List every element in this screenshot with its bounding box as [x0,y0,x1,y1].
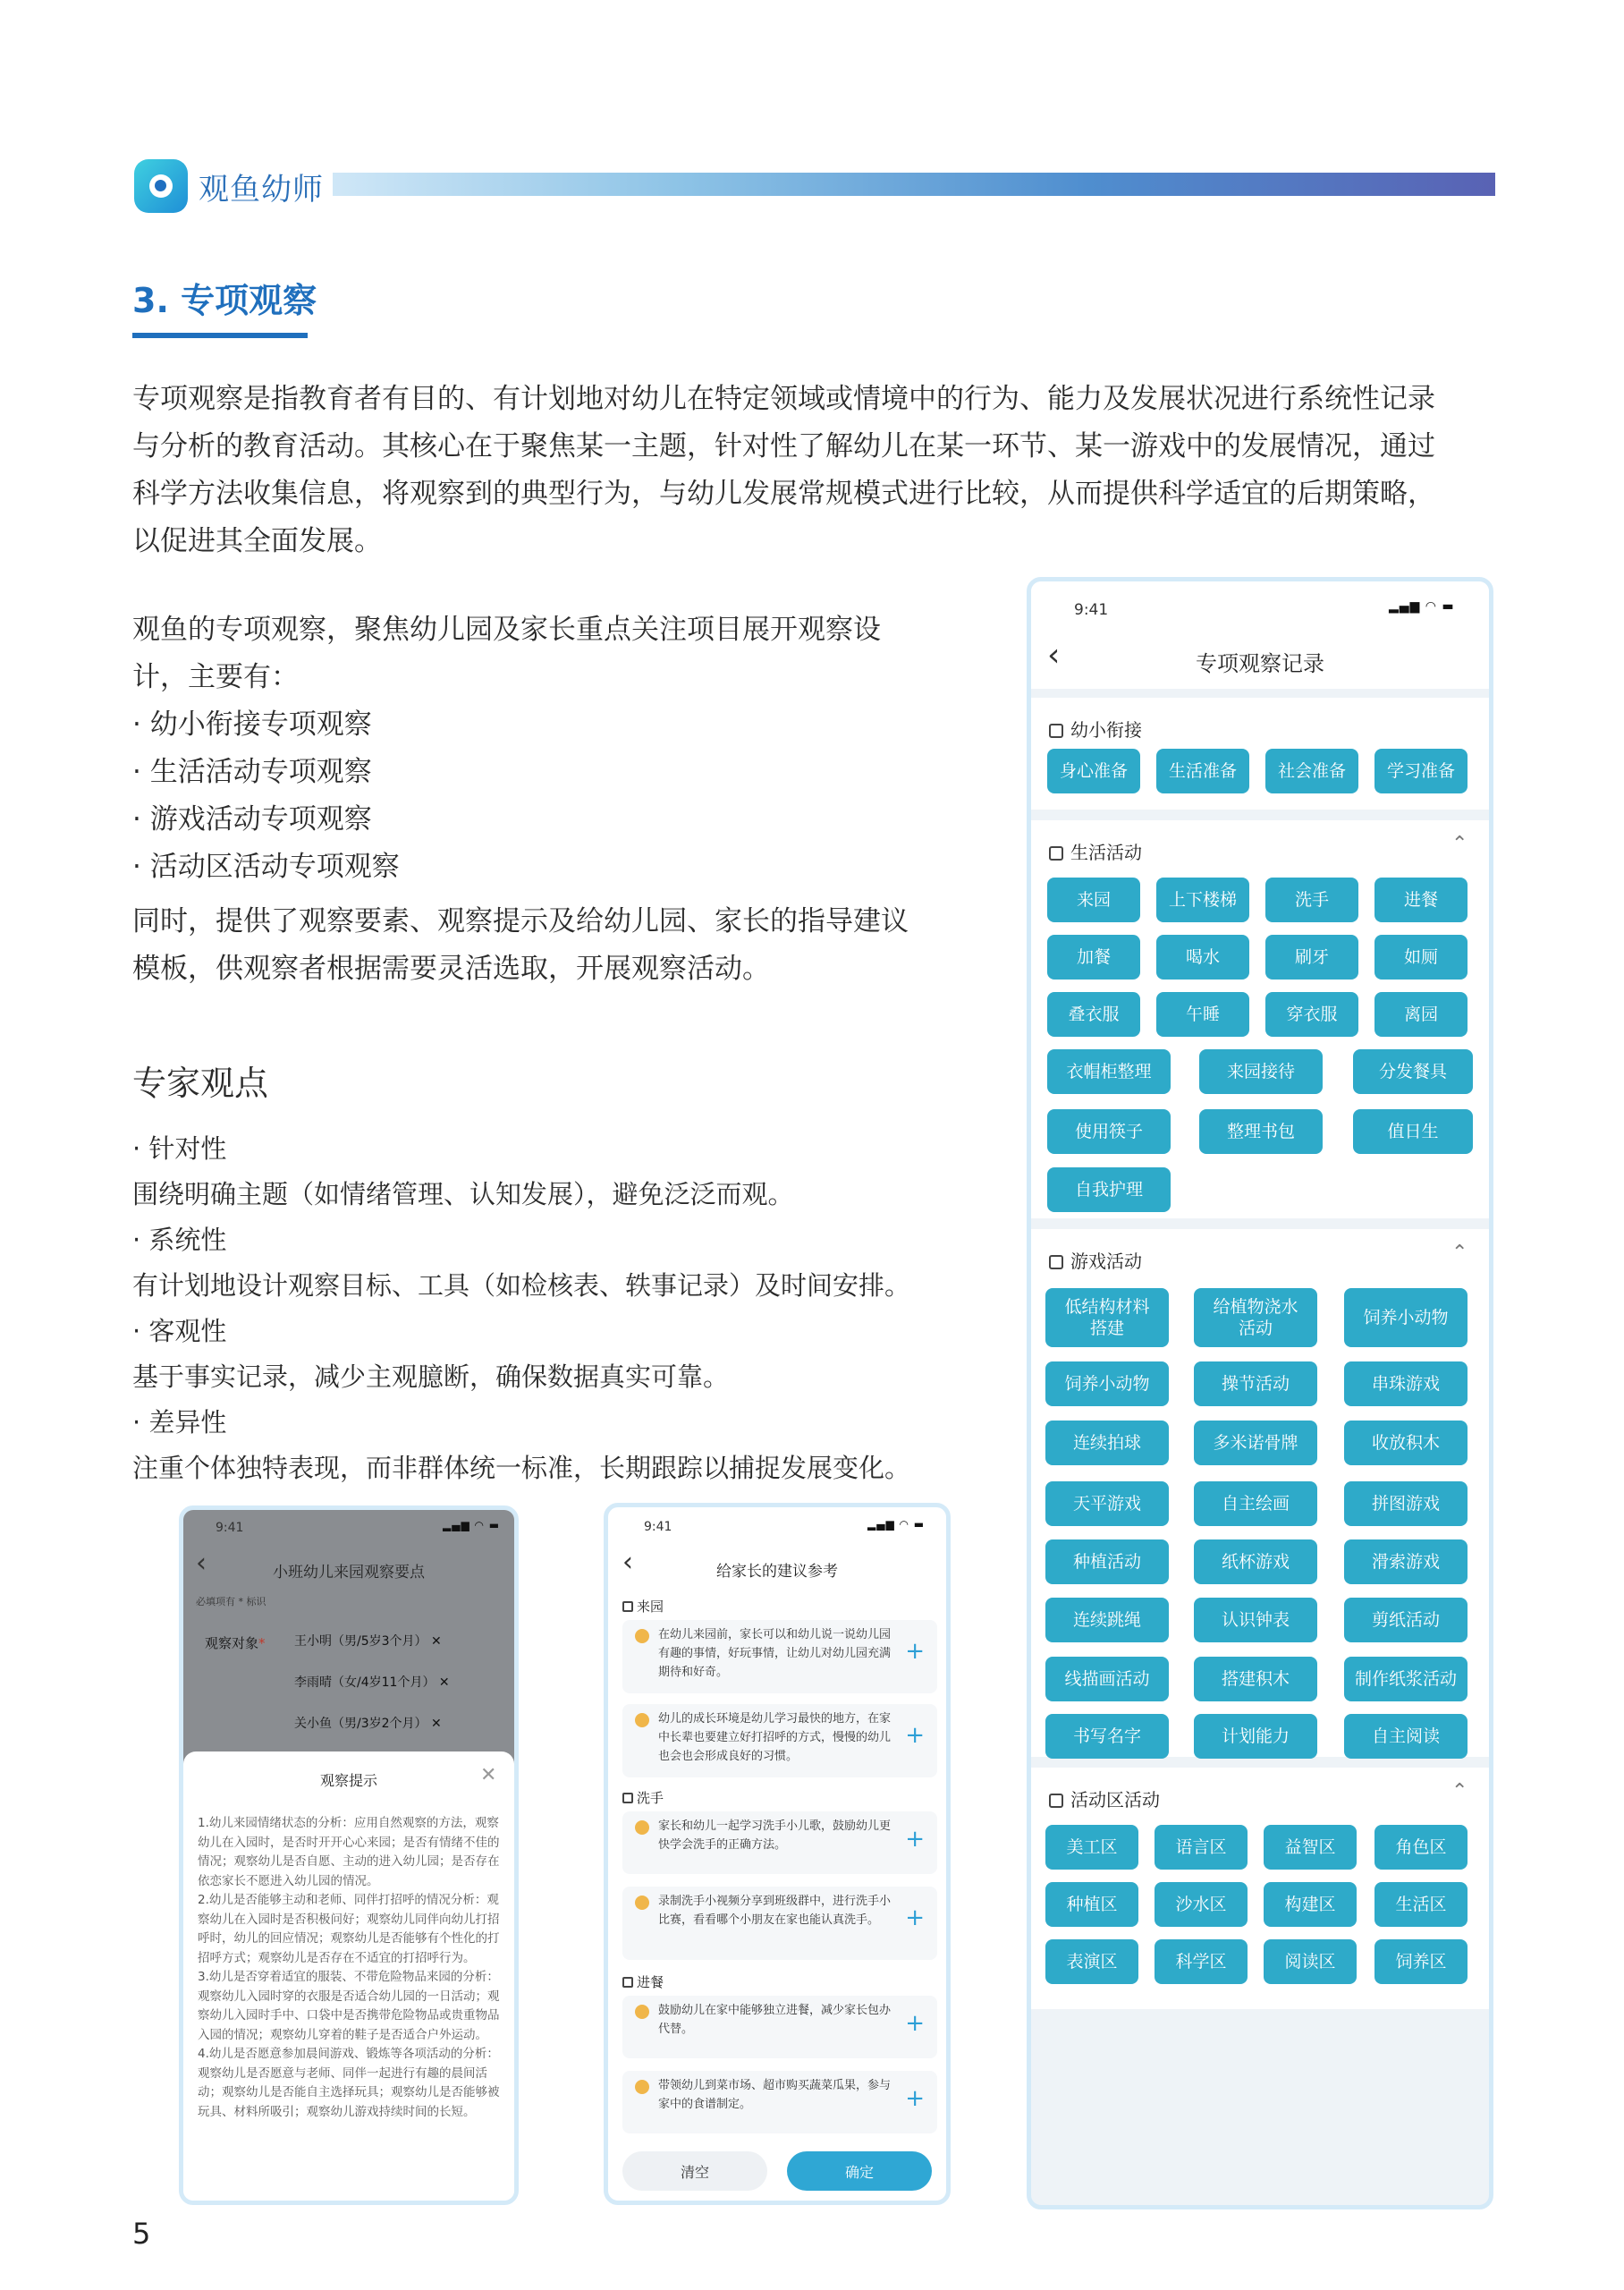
chip[interactable]: 天平游戏 [1045,1481,1169,1526]
intro-line: 以促进其全面发展。 [132,525,382,557]
back-icon[interactable]: ‹ [1047,637,1061,674]
calendar-icon [1049,846,1063,861]
chip[interactable]: 构建区 [1264,1882,1357,1927]
category-section [1031,1229,1489,1757]
chip[interactable]: 种植活动 [1045,1539,1169,1584]
chip[interactable]: 益智区 [1264,1825,1357,1870]
chip[interactable]: 阅读区 [1264,1939,1357,1984]
focus-item: · 活动区活动专项观察 [132,851,400,883]
group-title: 洗手 [622,1788,664,1807]
phone-parent-suggestions [604,1503,951,2205]
chip[interactable]: 纸杯游戏 [1194,1539,1317,1584]
phone-observation-points [179,1505,519,2205]
chip[interactable]: 整理书包 [1199,1109,1323,1154]
phone-header [1031,581,1489,689]
selected-child[interactable]: 关小鱼（男/3岁2个月） ✕ [294,1717,442,1731]
calendar-icon [1049,1255,1063,1269]
required-hint: 必填项有 * 标识 [196,1596,266,1607]
chip[interactable]: 角色区 [1374,1825,1468,1870]
chip[interactable]: 上下楼梯 [1156,878,1249,922]
chip[interactable]: 连续拍球 [1045,1421,1169,1465]
chip[interactable]: 收放积木 [1344,1421,1468,1465]
expert-point-head: · 系统性 [132,1225,227,1255]
chip[interactable]: 社会准备 [1265,749,1358,793]
field-label: 观察对象* [205,1635,266,1651]
phone-title: 小班幼儿来园观察要点 [273,1564,425,1582]
chip[interactable]: 饲养小动物 [1344,1288,1468,1347]
chip[interactable]: 午睡 [1156,992,1249,1037]
focus-line: 同时，提供了观察要素、观察提示及给幼儿园、家长的指导建议 [132,905,909,937]
chip[interactable]: 线描画活动 [1045,1657,1169,1701]
bullet-dot [635,2005,649,2019]
category-label: 幼小衔接 [1070,719,1142,741]
bullet-dot [635,1896,649,1910]
chip[interactable]: 滑索游戏 [1344,1539,1468,1584]
category-label: 生活活动 [1070,842,1142,863]
add-icon[interactable]: + [905,1826,925,1853]
chip[interactable]: 计划能力 [1194,1714,1317,1759]
add-icon[interactable]: + [905,2085,925,2112]
selected-child[interactable]: 王小明（男/5岁3个月） ✕ [294,1634,442,1649]
chip[interactable]: 科学区 [1155,1939,1248,1984]
chip[interactable]: 表演区 [1045,1939,1138,1984]
chip[interactable]: 书写名字 [1045,1714,1169,1759]
calendar-icon [1049,724,1063,738]
focus-line: 计，主要有： [132,661,299,693]
section-underline [132,333,308,338]
chip[interactable]: 叠衣服 [1047,992,1140,1037]
add-icon[interactable]: + [905,1722,925,1749]
collapse-icon[interactable]: ⌃ [1451,833,1468,855]
chip[interactable]: 来园接待 [1199,1049,1323,1094]
expert-point-head: · 针对性 [132,1133,227,1164]
chip[interactable]: 喝水 [1156,935,1249,980]
chip[interactable]: 加餐 [1047,935,1140,980]
chip[interactable]: 洗手 [1265,878,1358,922]
group-title: 来园 [622,1597,664,1616]
brand-name: 观鱼幼师 [199,172,324,208]
status-time: 9:41 [216,1521,244,1535]
expert-point-head: · 差异性 [132,1407,227,1438]
focus-line: 模板，供观察者根据需要灵活选取，开展观察活动。 [132,953,770,985]
status-icons: ▂▄▆ ◠ ▬ [867,1518,926,1531]
add-icon[interactable]: + [905,1638,925,1665]
suggestion-text: 鼓励幼儿在家中能够独立进餐，减少家长包办代替。 [658,2004,892,2036]
chip[interactable]: 穿衣服 [1265,992,1358,1037]
selected-child[interactable]: 李雨晴（女/4岁11个月） ✕ [294,1675,450,1690]
category-section [1031,820,1489,1218]
calendar-icon [622,1793,633,1803]
chip[interactable]: 拼图游戏 [1344,1481,1468,1526]
chip[interactable]: 自我护理 [1047,1167,1171,1212]
category-title [1049,1785,1160,1811]
intro-line: 专项观察是指教育者有目的、有计划地对幼儿在特定领域或情境中的行为、能力及发展状况进行系统性记录 [132,383,1435,415]
collapse-icon[interactable]: ⌃ [1451,1780,1468,1802]
chip[interactable]: 生活准备 [1156,749,1249,793]
chip[interactable]: 制作纸浆活动 [1344,1657,1468,1701]
category-section [1031,698,1489,810]
chip[interactable]: 认识钟表 [1194,1598,1317,1642]
bullet-dot [635,1820,649,1835]
add-icon[interactable]: + [905,1904,925,1931]
chip[interactable]: 生活区 [1374,1882,1468,1927]
chip[interactable]: 进餐 [1374,878,1468,922]
chip[interactable]: 多米诺骨牌 [1194,1421,1317,1465]
chip[interactable]: 连续跳绳 [1045,1598,1169,1642]
suggestion-card [622,2071,937,2133]
calendar-icon [1049,1794,1063,1808]
group-title: 进餐 [622,1972,664,1991]
focus-item: · 幼小衔接专项观察 [132,708,372,741]
clear-button[interactable]: 清空 [622,2151,767,2191]
status-time: 9:41 [1074,601,1109,619]
close-icon[interactable]: ✕ [480,1764,497,1786]
chip[interactable]: 饲养区 [1374,1939,1468,1984]
chip[interactable]: 分发餐具 [1353,1049,1473,1094]
collapse-icon[interactable]: ⌃ [1451,1242,1468,1264]
phone-title: 专项观察记录 [1196,651,1324,676]
chip[interactable]: 美工区 [1045,1825,1138,1870]
focus-paragraph [132,606,973,993]
observation-tips-modal [183,1751,514,2205]
chip[interactable]: 使用筷子 [1047,1109,1171,1154]
chip[interactable]: 身心准备 [1047,749,1140,793]
expert-title: 专家观点 [132,1064,269,1103]
suggestion-text: 在幼儿来园前，家长可以和幼儿说一说幼儿园有趣的事情，好玩事情，让幼儿对幼儿园充满期待和好奇。 [658,1628,892,1679]
chip[interactable]: 沙水区 [1155,1882,1248,1927]
suggestion-card [622,1704,937,1777]
add-icon[interactable]: + [905,2010,925,2037]
bullet-dot [635,1629,649,1643]
status-time: 9:41 [644,1520,672,1534]
suggestion-text: 带领幼儿到菜市场、超市购买蔬菜瓜果，参与家中的食谱制定。 [658,2079,892,2111]
status-icons: ▂▄▆ ◠ ▬ [443,1519,501,1531]
chip[interactable]: 给植物浇水 活动 [1194,1288,1317,1347]
category-label: 游戏活动 [1070,1251,1142,1272]
category-title [1049,838,1142,864]
focus-item: · 游戏活动专项观察 [132,803,372,835]
intro-line: 与分析的教育活动。其核心在于聚焦某一主题，针对性了解幼儿在某一环节、某一游戏中的发展情况，通过 [132,430,1435,462]
chip[interactable]: 饲养小动物 [1045,1361,1169,1406]
expert-point-body: 有计划地设计观察目标、工具（如检核表、轶事记录）及时间安排。 [132,1270,911,1301]
category-title [1049,716,1142,742]
calendar-icon [622,1977,633,1988]
chip[interactable]: 值日生 [1353,1109,1473,1154]
modal-text: 1.幼儿来园情绪状态的分析：应用自然观察的方法，观察幼儿在入园时，是否时开开心心来园；是否有情绪不佳的情况；观察幼儿是否自愿、主动的进入幼儿园；是否存在依恋家长不愿进入幼儿园的情况。 2.幼儿是否能够主动和老师、同伴打招呼的情况分析：观察幼儿在入园时是否积极问好；观察幼儿同伴向幼儿打招呼时，幼儿的回应情况；观察幼儿是否能够有个性化的打招呼方式；观察幼儿是否存在不适宜的打招呼行为。 3.幼儿是否穿着适宜的服装、不带危险物品来园的分析：观察幼儿入园时穿的衣服是否适合幼儿园的一日活动；观察幼儿入园时手中、口袋中是否携带危险物品或贵重物品入园的情况；观察幼儿穿着的鞋子是否适合户外运动。 4.幼儿是否愿意参加晨间游戏、锻炼等各项活动的分析：观察幼儿是否愿意与老师、同伴一起进行有趣的晨间活动；观察幼儿是否能自主选择玩具；观察幼儿是否能够被玩具、材料所吸引；观察幼儿游戏持续时间的长短。 [198,1816,500,2119]
back-icon[interactable]: ‹ [196,1548,207,1579]
chip[interactable]: 种植区 [1045,1882,1138,1927]
chip[interactable]: 离园 [1374,992,1468,1037]
intro-paragraph [132,376,1501,565]
suggestion-card [622,1996,937,2058]
suggestion-text: 家长和幼儿一起学习洗手小儿歌，鼓励幼儿更快学会洗手的正确方法。 [658,1819,892,1852]
chip[interactable]: 语言区 [1155,1825,1248,1870]
chip[interactable]: 自主绘画 [1194,1481,1317,1526]
bullet-dot [635,2080,649,2094]
chip[interactable]: 搭建积木 [1194,1657,1317,1701]
calendar-icon [622,1601,633,1612]
modal-title: 观察提示 [319,1772,377,1789]
category-label: 活动区活动 [1070,1789,1160,1811]
suggestion-text: 录制洗手小视频分享到班级群中，进行洗手小比赛，看看哪个小朋友在家也能认真洗手。 [658,1895,892,1927]
suggestion-card [622,1811,937,1874]
chip[interactable]: 串珠游戏 [1344,1361,1468,1406]
chip[interactable]: 低结构材料 搭建 [1045,1288,1169,1347]
intro-line: 科学方法收集信息，将观察到的典型行为，与幼儿发展常规模式进行比较，从而提供科学适宜的后期策略， [132,478,1435,510]
expert-point-body: 围绕明确主题（如情绪管理、认知发展），避免泛泛而观。 [132,1179,794,1209]
chip[interactable]: 学习准备 [1374,749,1468,793]
fish-icon [149,174,173,198]
phone-special-observation [1027,577,1493,2209]
chip[interactable]: 刷牙 [1265,935,1358,980]
expert-point-body: 基于事实记录，减少主观臆断，确保数据真实可靠。 [132,1361,730,1392]
expert-point-body: 注重个体独特表现，而非群体统一标准，长期跟踪以捕捉发展变化。 [132,1453,911,1483]
status-icons: ▂▄▆ ◠ ▬ [1389,599,1455,614]
chip[interactable]: 如厕 [1374,935,1468,980]
bullet-dot [635,1713,649,1727]
page-number: 5 [132,2217,151,2251]
chip[interactable]: 来园 [1047,878,1140,922]
focus-item: · 生活活动专项观察 [132,756,372,788]
suggestion-card [622,1620,937,1693]
confirm-button[interactable]: 确定 [787,2151,932,2191]
phone-title: 给家长的建议参考 [716,1563,838,1581]
section-title: 3. 专项观察 [132,281,317,320]
chip[interactable]: 剪纸活动 [1344,1598,1468,1642]
back-icon[interactable]: ‹ [622,1547,633,1578]
expert-point-head: · 客观性 [132,1316,227,1346]
chip[interactable]: 衣帽柜整理 [1047,1049,1171,1094]
category-title [1049,1247,1142,1273]
chip[interactable]: 操节活动 [1194,1361,1317,1406]
category-section [1031,1768,1489,2009]
suggestion-text: 幼儿的成长环境是幼儿学习最快的地方，在家中长辈也要建立好打招呼的方式，慢慢的幼儿也会也会形成良好的习惯。 [658,1712,892,1763]
dimmed-background [183,1510,514,1769]
header-bar [333,173,1495,196]
focus-line: 观鱼的专项观察，聚焦幼儿园及家长重点关注项目展开观察设 [132,614,881,646]
suggestion-card [622,1887,937,1960]
chip[interactable]: 自主阅读 [1344,1714,1468,1759]
